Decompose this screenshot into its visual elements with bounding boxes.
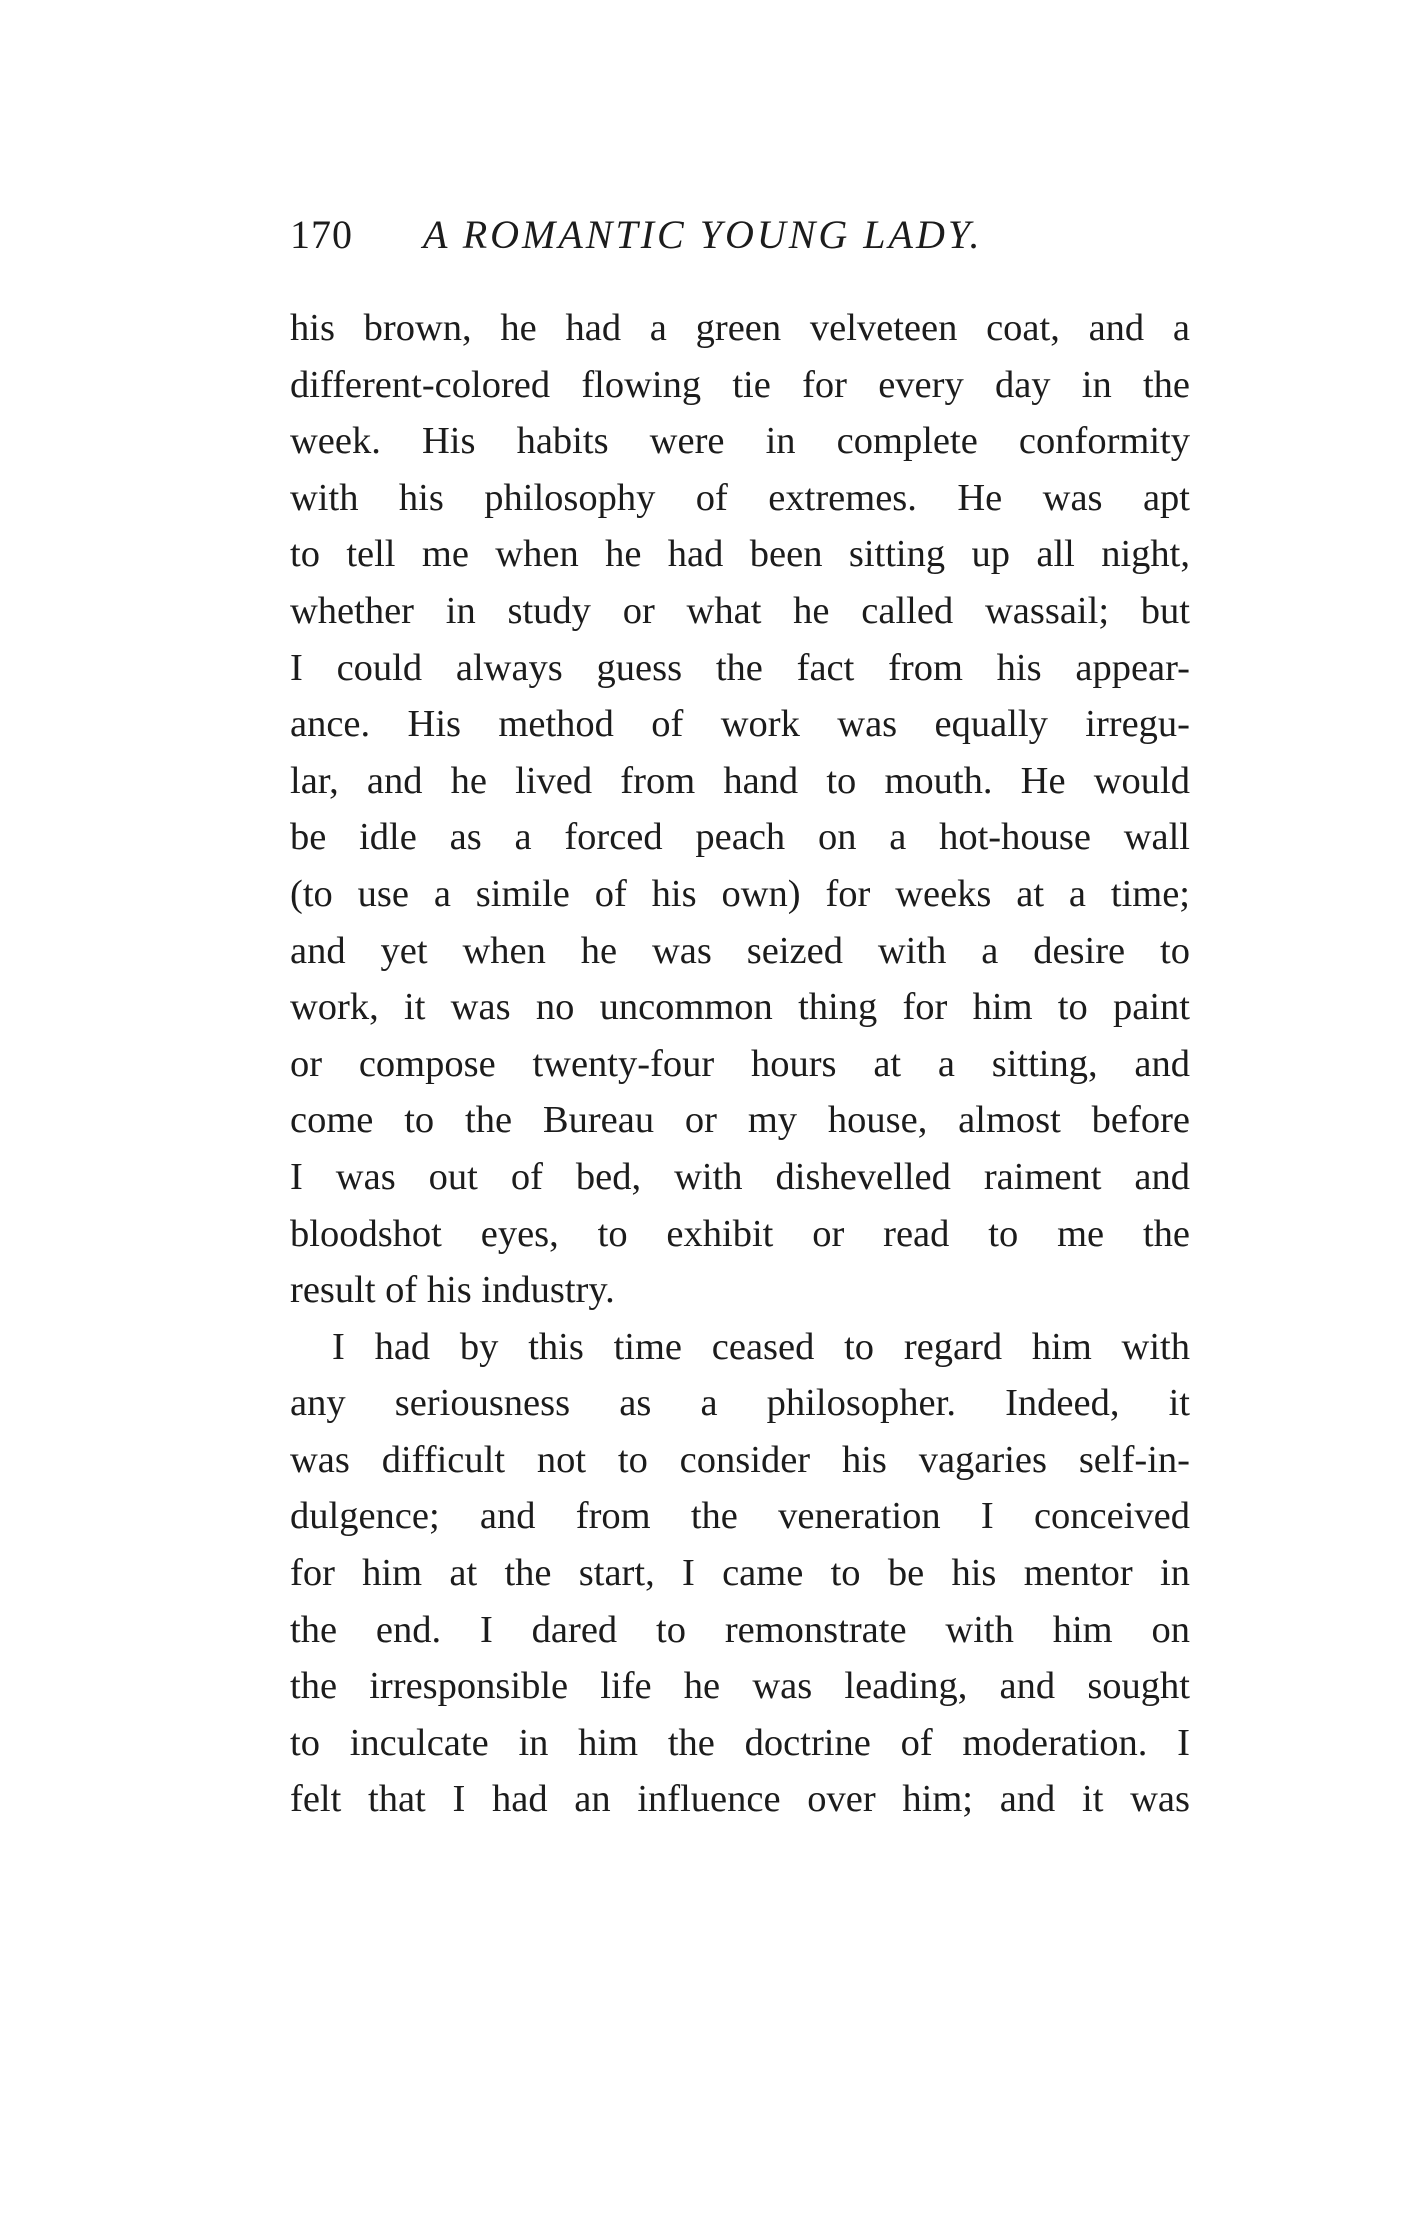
text-line: to tell me when he had been sitting up all night, <box>290 533 1190 576</box>
text-line: with his philosophy of extremes. He was apt <box>290 476 1190 519</box>
text-line: (to use a simile of his own) for weeks at a time; <box>290 872 1190 915</box>
body-text <box>290 300 1190 1828</box>
text-line: different-colored flowing tie for every day in the <box>290 363 1190 406</box>
page-number: 170 <box>290 212 353 257</box>
running-title: A ROMANTIC YOUNG LADY. <box>423 212 983 257</box>
text-line: result of his industry. <box>290 1269 615 1312</box>
text-line: and yet when he was seized with a desire to <box>290 929 1190 972</box>
text-line: week. His habits were in complete conformity <box>290 420 1190 463</box>
text-line: his brown, he had a green velveteen coat, and a <box>290 307 1190 349</box>
text-line: bloodshot eyes, to exhibit or read to me the <box>290 1212 1190 1255</box>
running-head <box>290 205 1190 265</box>
text-line: felt that I had an influence over him; and it was <box>290 1778 1190 1821</box>
text-line: was difficult not to consider his vagaries self-in- <box>290 1438 1190 1481</box>
text-line: the end. I dared to remonstrate with him on <box>290 1608 1190 1651</box>
text-line: lar, and he lived from hand to mouth. He would <box>290 759 1190 802</box>
text-line: any seriousness as a philosopher. Indeed, it <box>290 1382 1190 1425</box>
text-line: for him at the start, I came to be his mentor in <box>290 1552 1190 1595</box>
text-line: I was out of bed, with dishevelled raiment and <box>290 1155 1190 1198</box>
text-line: I had by this time ceased to regard him with <box>332 1325 1190 1368</box>
text-line: or compose twenty-four hours at a sitting, and <box>290 1042 1190 1085</box>
text-line: dulgence; and from the veneration I conceived <box>290 1495 1190 1538</box>
text-line: to inculcate in him the doctrine of moderation. I <box>290 1721 1190 1764</box>
text-line: whether in study or what he called wassail; but <box>290 589 1190 632</box>
paragraph-2 <box>290 1319 1190 1828</box>
text-line: work, it was no uncommon thing for him to paint <box>290 986 1190 1029</box>
text-line: the irresponsible life he was leading, and sought <box>290 1665 1190 1708</box>
text-line: ance. His method of work was equally irregu- <box>290 703 1190 746</box>
paragraph-1 <box>290 300 1190 1319</box>
text-line: be idle as a forced peach on a hot-house wall <box>290 816 1190 859</box>
text-line: I could always guess the fact from his appear- <box>290 646 1190 689</box>
text-line: come to the Bureau or my house, almost before <box>290 1099 1190 1142</box>
